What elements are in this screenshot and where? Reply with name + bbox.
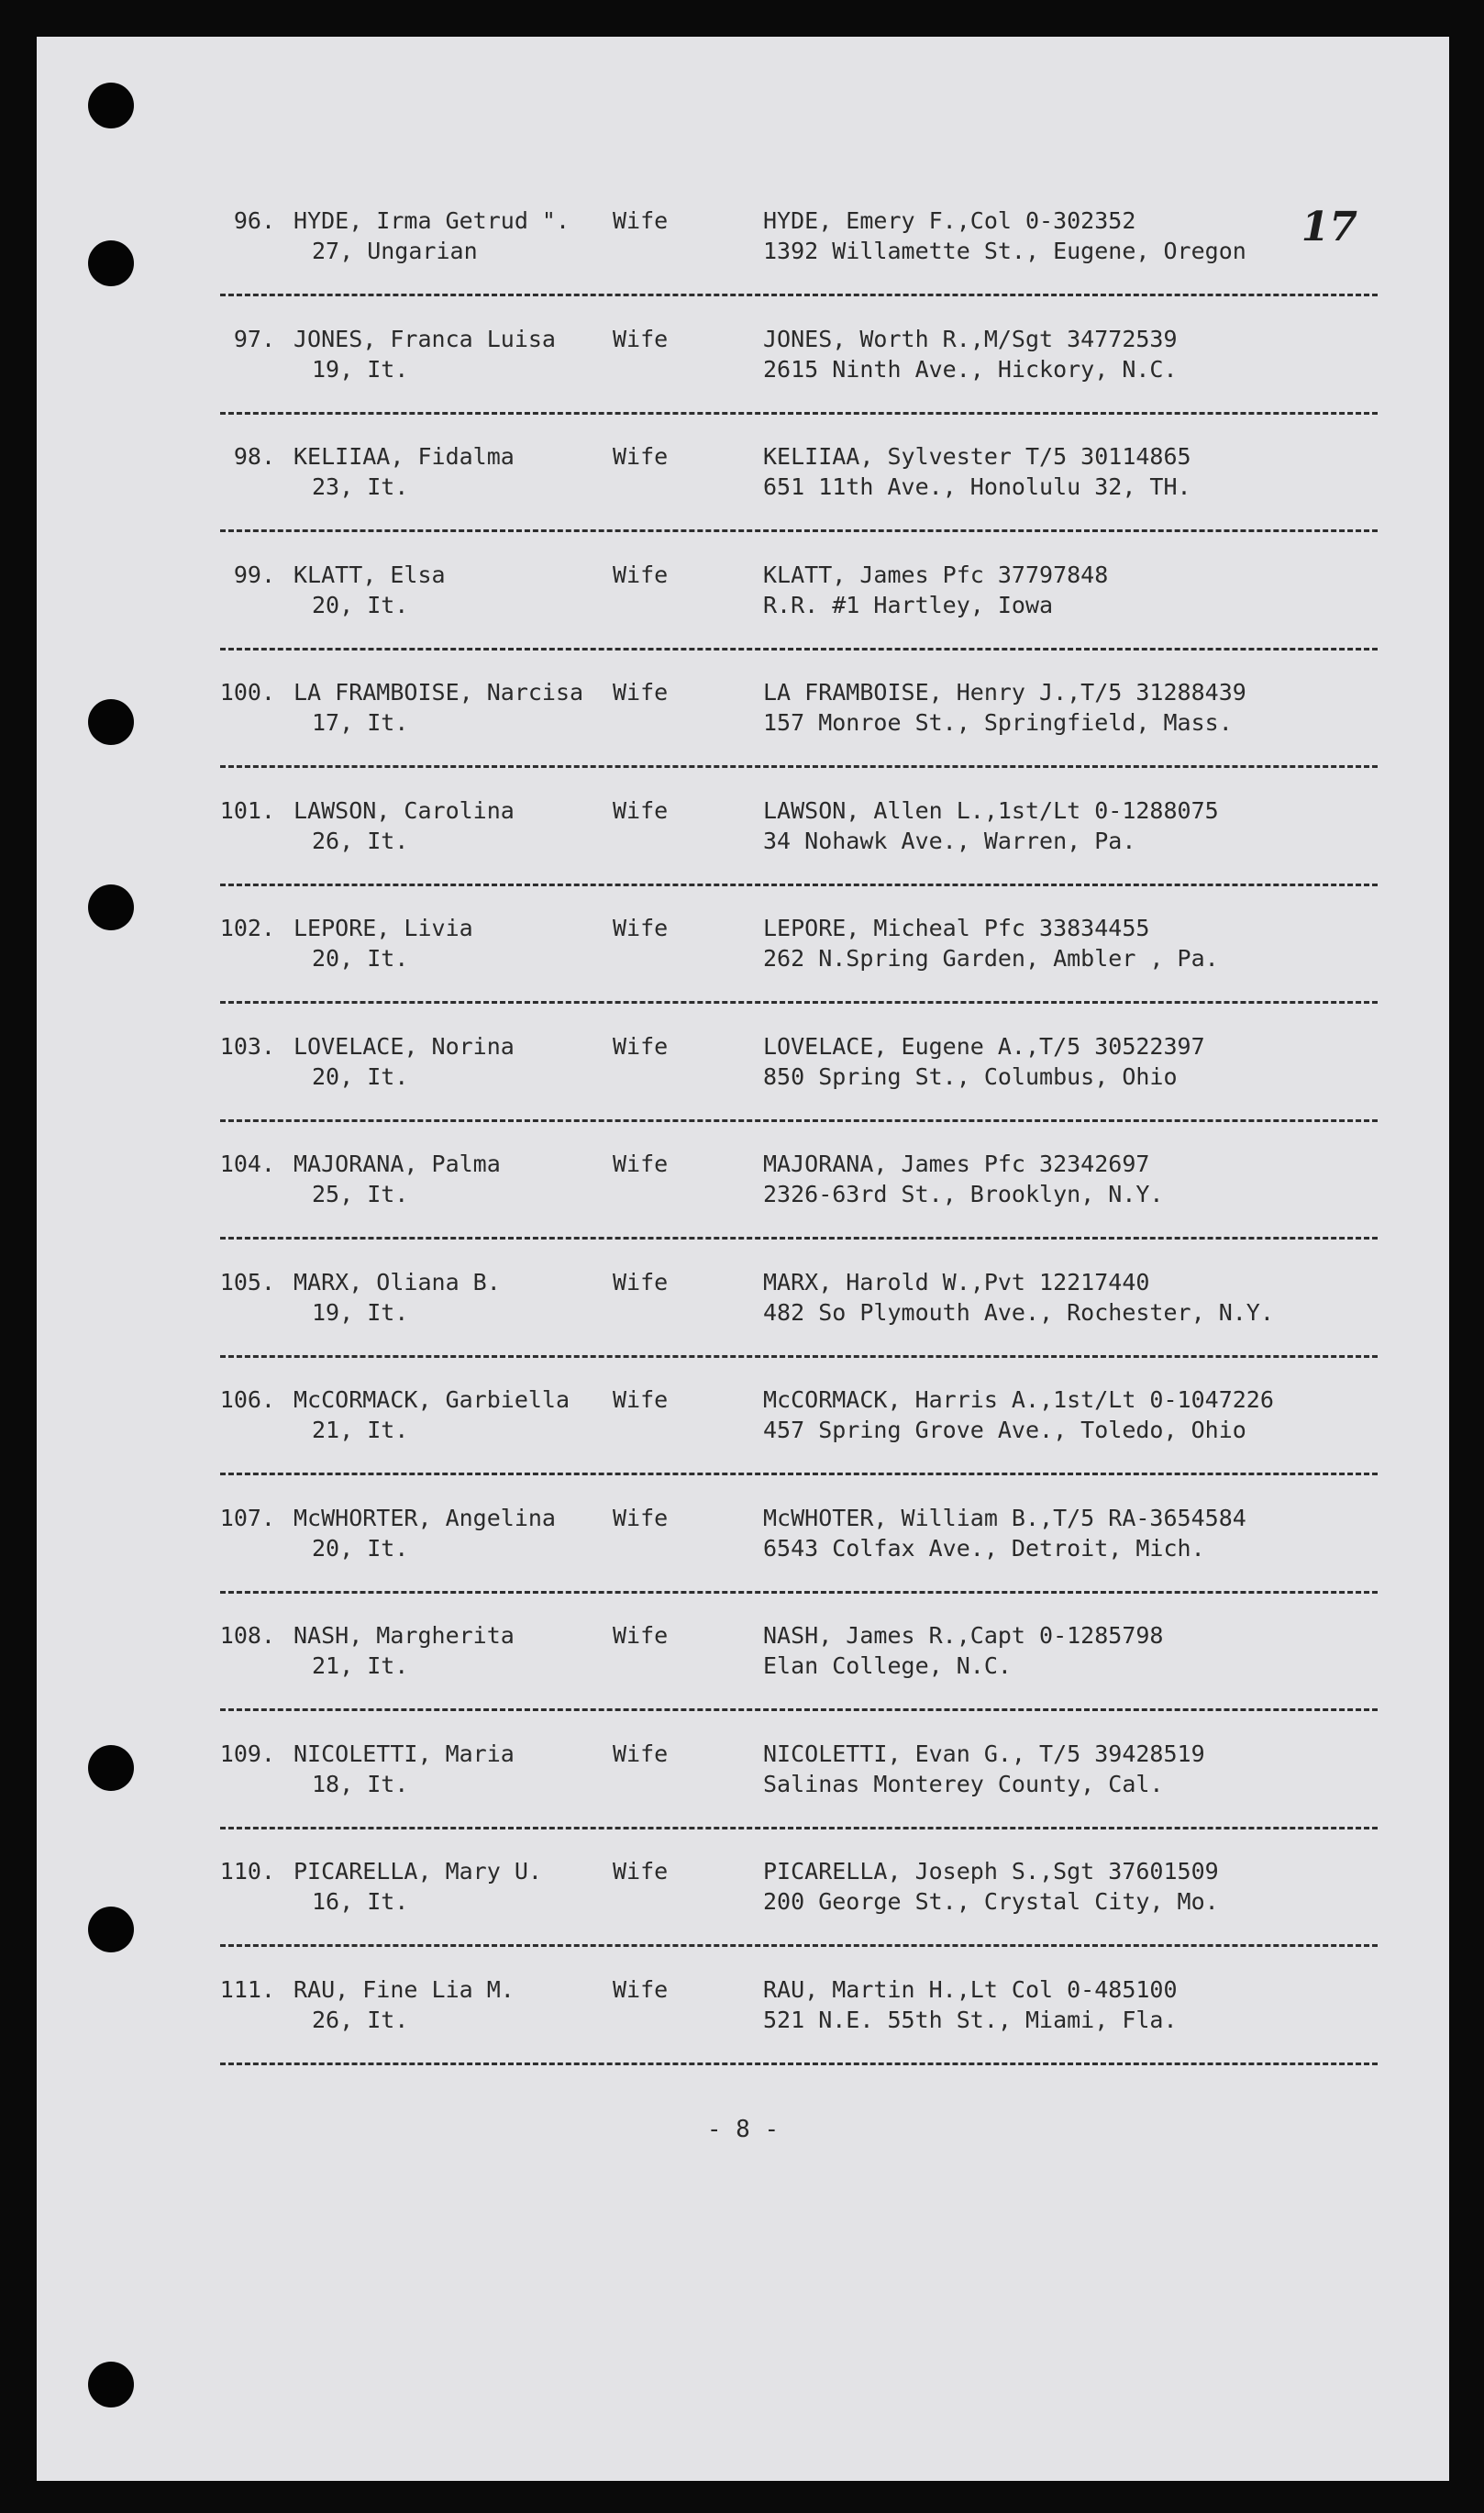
entry-number: 106. bbox=[219, 1386, 275, 1413]
entry-number: 101. bbox=[219, 796, 275, 824]
entry-name: McCORMACK, Garbiella bbox=[293, 1386, 570, 1413]
entry-name: McWHORTER, Angelina bbox=[293, 1504, 556, 1531]
entry-number: 108. bbox=[219, 1622, 275, 1649]
entry-name: LAWSON, Carolina bbox=[293, 796, 515, 824]
entry-relation: Wife bbox=[613, 1386, 669, 1413]
document-page bbox=[37, 37, 1449, 2481]
entry-number: 96. bbox=[233, 207, 275, 234]
dashed-separator bbox=[220, 1119, 1378, 1122]
dashed-separator bbox=[220, 1355, 1378, 1358]
entry-name: RAU, Fine Lia M. bbox=[293, 1975, 515, 2003]
spouse-address: 1392 Willamette St., Eugene, Oregon bbox=[763, 238, 1246, 264]
entry-name: PICARELLA, Mary U. bbox=[293, 1858, 542, 1885]
entry-row bbox=[37, 1739, 1449, 1857]
spouse-name-rank: RAU, Martin H.,Lt Col 0-485100 bbox=[763, 1975, 1178, 2003]
entry-number: 100. bbox=[219, 679, 275, 706]
spouse-name-rank: LOVELACE, Eugene A.,T/5 30522397 bbox=[763, 1032, 1205, 1060]
spouse-address: 6543 Colfax Ave., Detroit, Mich. bbox=[763, 1534, 1205, 1562]
entry-age-nationality: 21, It. bbox=[312, 1652, 409, 1679]
entry-age-nationality: 21, It. bbox=[312, 1417, 409, 1443]
entry-age-nationality: 25, It. bbox=[312, 1181, 409, 1207]
dashed-separator bbox=[220, 1591, 1378, 1594]
entry-relation: Wife bbox=[613, 679, 669, 706]
entry-relation: Wife bbox=[613, 1858, 669, 1885]
entry-row bbox=[37, 560, 1449, 678]
spouse-name-rank: PICARELLA, Joseph S.,Sgt 37601509 bbox=[763, 1858, 1219, 1885]
entry-relation: Wife bbox=[613, 1268, 669, 1295]
entry-row bbox=[37, 913, 1449, 1031]
spouse-name-rank: HYDE, Emery F.,Col 0-302352 bbox=[763, 207, 1136, 234]
entry-relation: Wife bbox=[613, 1975, 669, 2003]
spouse-address: 34 Nohawk Ave., Warren, Pa. bbox=[763, 827, 1136, 854]
entry-name: HYDE, Irma Getrud ". bbox=[293, 207, 570, 234]
spouse-name-rank: KLATT, James Pfc 37797848 bbox=[763, 561, 1109, 588]
dashed-separator bbox=[220, 529, 1378, 532]
entry-name: KELIIAA, Fidalma bbox=[293, 443, 515, 470]
entry-name: NASH, Margherita bbox=[293, 1622, 515, 1649]
entry-age-nationality: 16, It. bbox=[312, 1888, 409, 1915]
dashed-separator bbox=[220, 1237, 1378, 1240]
entry-row bbox=[37, 1031, 1449, 1150]
entry-number: 98. bbox=[233, 443, 275, 470]
spouse-name-rank: LAWSON, Allen L.,1st/Lt 0-1288075 bbox=[763, 796, 1219, 824]
entry-relation: Wife bbox=[613, 207, 669, 234]
dashed-separator bbox=[220, 294, 1378, 296]
spouse-address: 157 Monroe St., Springfield, Mass. bbox=[763, 709, 1233, 736]
dashed-separator bbox=[220, 412, 1378, 415]
dashed-separator bbox=[220, 765, 1378, 768]
entry-relation: Wife bbox=[613, 325, 669, 352]
spouse-name-rank: LEPORE, Micheal Pfc 33834455 bbox=[763, 915, 1150, 941]
spouse-address: 457 Spring Grove Ave., Toledo, Ohio bbox=[763, 1417, 1246, 1443]
entry-row bbox=[37, 324, 1449, 442]
entry-row bbox=[37, 677, 1449, 795]
entry-number: 107. bbox=[219, 1504, 275, 1531]
entry-name: JONES, Franca Luisa bbox=[293, 325, 556, 352]
entry-relation: Wife bbox=[613, 1504, 669, 1531]
entry-row bbox=[37, 441, 1449, 560]
entry-number: 104. bbox=[219, 1151, 275, 1177]
spouse-address: 2615 Ninth Ave., Hickory, N.C. bbox=[763, 355, 1178, 383]
dashed-separator bbox=[220, 648, 1378, 650]
spouse-name-rank: KELIIAA, Sylvester T/5 30114865 bbox=[763, 443, 1191, 470]
entry-age-nationality: 20, It. bbox=[312, 591, 409, 618]
entry-age-nationality: 17, It. bbox=[312, 709, 409, 736]
entry-name: MARX, Oliana B. bbox=[293, 1268, 501, 1295]
spouse-name-rank: MAJORANA, James Pfc 32342697 bbox=[763, 1151, 1150, 1177]
dashed-separator bbox=[220, 1473, 1378, 1475]
entry-relation: Wife bbox=[613, 1622, 669, 1649]
entry-row bbox=[37, 1856, 1449, 1974]
spouse-name-rank: JONES, Worth R.,M/Sgt 34772539 bbox=[763, 325, 1178, 352]
spouse-name-rank: McCORMACK, Harris A.,1st/Lt 0-1047226 bbox=[763, 1386, 1274, 1413]
spouse-name-rank: LA FRAMBOISE, Henry J.,T/5 31288439 bbox=[763, 679, 1246, 706]
entry-age-nationality: 26, It. bbox=[312, 827, 409, 854]
entry-name: NICOLETTI, Maria bbox=[293, 1740, 515, 1767]
spouse-address: Elan College, N.C. bbox=[763, 1652, 1012, 1679]
entry-name: LA FRAMBOISE, Narcisa bbox=[293, 679, 584, 706]
spouse-name-rank: McWHOTER, William B.,T/5 RA-3654584 bbox=[763, 1504, 1246, 1531]
entry-age-nationality: 20, It. bbox=[312, 945, 409, 972]
spouse-address: 2326-63rd St., Brooklyn, N.Y. bbox=[763, 1181, 1164, 1207]
entry-row bbox=[37, 1503, 1449, 1621]
entry-row bbox=[37, 1267, 1449, 1385]
spouse-name-rank: NASH, James R.,Capt 0-1285798 bbox=[763, 1622, 1164, 1649]
dashed-separator bbox=[220, 884, 1378, 886]
entry-relation: Wife bbox=[613, 443, 669, 470]
entry-name: LOVELACE, Norina bbox=[293, 1032, 515, 1060]
entry-age-nationality: 20, It. bbox=[312, 1062, 409, 1090]
page-number: - 8 - bbox=[706, 2116, 780, 2143]
entry-age-nationality: 19, It. bbox=[312, 1298, 409, 1326]
entry-age-nationality: 27, Ungarian bbox=[312, 238, 478, 264]
entry-name: KLATT, Elsa bbox=[293, 561, 446, 588]
spouse-address: 200 George St., Crystal City, Mo. bbox=[763, 1888, 1219, 1915]
entry-row bbox=[37, 1149, 1449, 1267]
entry-relation: Wife bbox=[613, 915, 669, 941]
spouse-name-rank: MARX, Harold W.,Pvt 12217440 bbox=[763, 1268, 1150, 1295]
dashed-separator bbox=[220, 1944, 1378, 1947]
dashed-separator bbox=[220, 1827, 1378, 1829]
entry-number: 103. bbox=[219, 1032, 275, 1060]
entry-number: 105. bbox=[219, 1268, 275, 1295]
entry-row bbox=[37, 206, 1449, 324]
spouse-name-rank: NICOLETTI, Evan G., T/5 39428519 bbox=[763, 1740, 1205, 1767]
entry-row bbox=[37, 1620, 1449, 1739]
spouse-address: 482 So Plymouth Ave., Rochester, N.Y. bbox=[763, 1298, 1274, 1326]
entry-relation: Wife bbox=[613, 796, 669, 824]
entry-number: 110. bbox=[219, 1858, 275, 1885]
entry-relation: Wife bbox=[613, 561, 669, 588]
entry-number: 102. bbox=[219, 915, 275, 941]
entry-number: 99. bbox=[233, 561, 275, 588]
spouse-address: 521 N.E. 55th St., Miami, Fla. bbox=[763, 2006, 1178, 2033]
entry-age-nationality: 18, It. bbox=[312, 1770, 409, 1797]
entry-name: MAJORANA, Palma bbox=[293, 1151, 501, 1177]
entry-name: LEPORE, Livia bbox=[293, 915, 473, 941]
entry-number: 111. bbox=[219, 1975, 275, 2003]
entry-relation: Wife bbox=[613, 1032, 669, 1060]
entry-age-nationality: 23, It. bbox=[312, 473, 409, 500]
entry-number: 97. bbox=[233, 325, 275, 352]
spouse-address: R.R. #1 Hartley, Iowa bbox=[763, 591, 1054, 618]
entry-age-nationality: 19, It. bbox=[312, 355, 409, 383]
punch-hole bbox=[88, 2362, 134, 2407]
dashed-separator bbox=[220, 1001, 1378, 1004]
spouse-address: 262 N.Spring Garden, Ambler , Pa. bbox=[763, 945, 1219, 972]
entry-age-nationality: 26, It. bbox=[312, 2006, 409, 2033]
entry-row bbox=[37, 1974, 1449, 2093]
entry-age-nationality: 20, It. bbox=[312, 1534, 409, 1562]
spouse-address: Salinas Monterey County, Cal. bbox=[763, 1770, 1164, 1797]
entry-relation: Wife bbox=[613, 1151, 669, 1177]
entry-relation: Wife bbox=[613, 1740, 669, 1767]
spouse-address: 850 Spring St., Columbus, Ohio bbox=[763, 1062, 1178, 1090]
dashed-separator bbox=[220, 2063, 1378, 2065]
dashed-separator bbox=[220, 1708, 1378, 1711]
entry-list bbox=[37, 206, 1449, 2092]
spouse-address: 651 11th Ave., Honolulu 32, TH. bbox=[763, 473, 1191, 500]
entry-row bbox=[37, 795, 1449, 914]
entry-row bbox=[37, 1384, 1449, 1503]
punch-hole bbox=[88, 83, 134, 128]
page-corner-mark: 17 bbox=[1301, 204, 1357, 250]
entry-number: 109. bbox=[219, 1740, 275, 1767]
